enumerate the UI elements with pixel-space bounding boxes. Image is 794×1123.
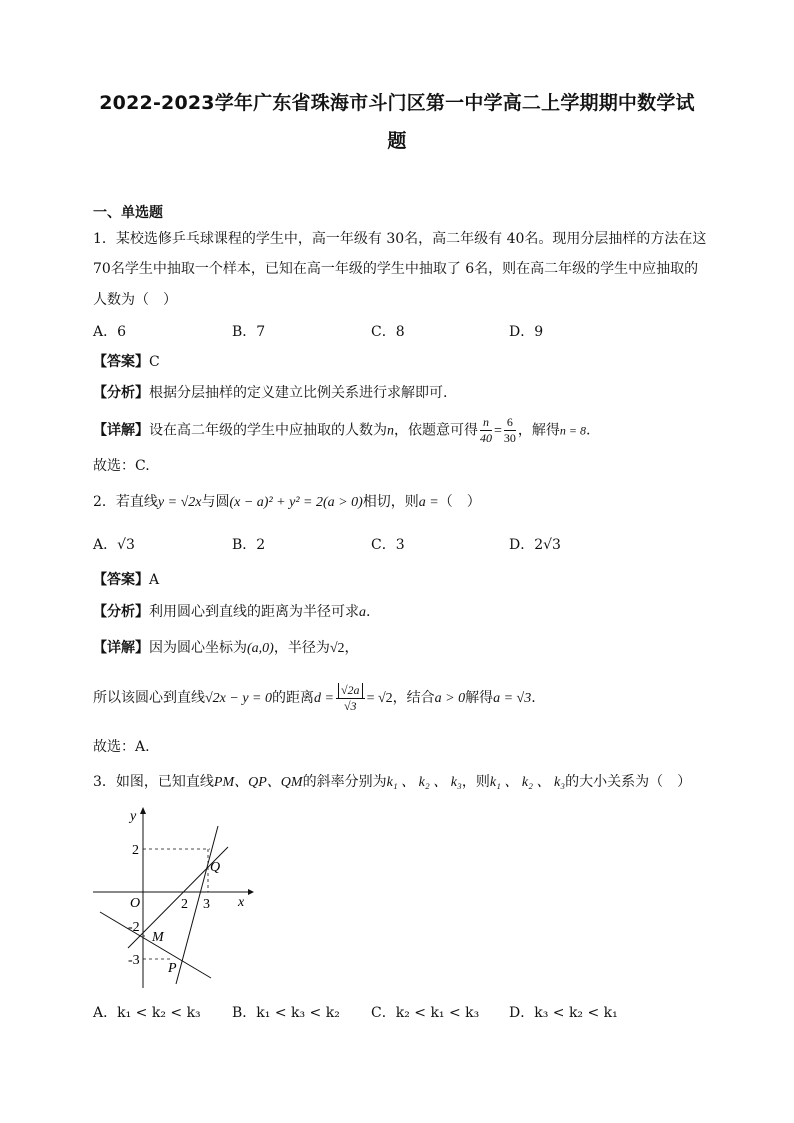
q1-option-c: C．8 xyxy=(371,324,405,340)
fraction-6-30 xyxy=(504,415,516,446)
q1-answer xyxy=(93,352,706,372)
q2-option-b: B．2 xyxy=(232,537,266,553)
q3-stem-b: 的斜率分别为 xyxy=(302,774,387,790)
detail-text-c: ， xyxy=(344,640,359,656)
analysis-text: 利用圆心到直线的距离为半径可求 xyxy=(149,604,359,620)
analysis-tag: 【分析】 xyxy=(93,385,149,401)
answer-value: C xyxy=(149,354,160,370)
abs-value: √2a xyxy=(338,683,363,698)
analysis-tag: 【分析】 xyxy=(93,604,149,620)
section-heading: 一、单选题 xyxy=(93,205,163,221)
q3-option-c: C．k₂ < k₁ < k₃ xyxy=(371,1005,480,1021)
line-equation: √2x − y = 0 xyxy=(205,691,273,706)
y-tick-neg3: -3 xyxy=(128,953,140,968)
distance-text-a: 所以该圆心到直线 xyxy=(93,690,205,706)
q1-stem-line-3: 人数为（ ） xyxy=(93,292,177,308)
q2-stem-d: （ ） xyxy=(438,494,481,510)
q3-slopes: k₁ 、 k₂ 、 k₃ xyxy=(386,775,462,790)
distance-text-c: ，结合 xyxy=(392,690,435,706)
fraction-denominator: 40 xyxy=(480,431,492,445)
q3-stem-a: 3．如图，已知直线 xyxy=(93,774,214,790)
y-axis-label: y xyxy=(130,809,137,824)
y-tick-2: 2 xyxy=(132,843,139,858)
fraction-n-40 xyxy=(480,415,492,446)
fraction-denominator: √3 xyxy=(343,698,357,713)
fraction-numerator: n xyxy=(480,415,492,431)
detail-end: . xyxy=(586,422,591,439)
q1-stem-line-1: 1．某校选修乒乓球课程的学生中，高一年级有 30名，高二年级有 40名。现用分层抽样的方法在这 xyxy=(93,231,707,247)
x-tick-2: 2 xyxy=(181,897,188,912)
q3-stem xyxy=(93,772,706,793)
detail-text-a: 因为圆心坐标为 xyxy=(149,640,247,656)
distance-result: = √2 xyxy=(366,691,393,706)
q1-analysis xyxy=(93,383,706,403)
x-tick-3: 3 xyxy=(203,897,210,912)
detail-text-b: ，依题意可得 xyxy=(394,422,478,439)
detail-tag: 【详解】 xyxy=(93,422,149,439)
q2-line-equation: y = √2x xyxy=(157,495,202,510)
fraction-numerator xyxy=(336,683,365,699)
q2-stem xyxy=(93,492,706,513)
var-a: a xyxy=(359,605,366,620)
q2-option-a: A．√3 xyxy=(93,537,135,553)
x-axis-arrow xyxy=(248,889,254,895)
distance-text-b: 的距离 xyxy=(272,690,315,706)
point-p-label: P xyxy=(168,961,177,976)
detail-text-c: ，解得 xyxy=(517,422,560,439)
distance-text-d: 解得 xyxy=(465,690,494,706)
distance-end: . xyxy=(531,690,536,706)
detail-text-b: ，半径为 xyxy=(273,640,330,656)
q2-distance-line xyxy=(93,678,706,719)
answer-tag: 【答案】 xyxy=(93,572,149,588)
q3-lines: PM、QP、QM xyxy=(213,775,303,790)
final-result: a = √3 xyxy=(493,691,532,706)
q1-choice: 故选：C. xyxy=(93,458,150,474)
x-axis-label: x xyxy=(238,895,245,910)
detail-text-a: 设在高二年级的学生中应抽取的人数为 xyxy=(149,422,387,439)
q2-stem-b: 与圆 xyxy=(201,494,230,510)
q1-option-b: B．7 xyxy=(232,324,266,340)
q1-option-d: D．9 xyxy=(509,324,544,340)
var-n: n xyxy=(387,423,394,439)
q2-answer xyxy=(93,570,706,590)
q3-stem-d: 的大小关系为（ ） xyxy=(565,774,692,790)
q3-option-b: B．k₁ < k₃ < k₂ xyxy=(232,1005,340,1021)
answer-value: A xyxy=(149,572,160,588)
line-pm xyxy=(100,912,211,978)
q2-option-c: C．3 xyxy=(371,537,405,553)
distance-fraction xyxy=(336,683,365,714)
q3-option-a: A．k₁ < k₂ < k₃ xyxy=(93,1005,201,1021)
q2-circle-equation: (x − a)² + y² = 2(a > 0) xyxy=(229,495,363,510)
d-equals: d = xyxy=(314,691,334,706)
q2-detail xyxy=(93,638,706,659)
q3-slopes-2: k₁ 、 k₂ 、 k₃ xyxy=(489,775,566,790)
fraction-denominator: 30 xyxy=(503,431,516,445)
q2-analysis xyxy=(93,602,706,623)
fraction-numerator: 6 xyxy=(504,415,516,431)
equals-sign: = xyxy=(494,423,502,439)
y-axis-arrow xyxy=(140,807,146,814)
detail-tag: 【详解】 xyxy=(93,640,149,656)
circle-radius: √2 xyxy=(329,641,345,656)
point-q-label: Q xyxy=(210,860,221,875)
page-title xyxy=(60,84,734,160)
answer-tag: 【答案】 xyxy=(93,354,149,370)
q3-coordinate-graph xyxy=(88,800,268,990)
q2-option-d: D．2√3 xyxy=(509,537,561,553)
q3-option-d: D．k₃ < k₂ < k₁ xyxy=(509,1005,618,1021)
q1-option-a: A．6 xyxy=(93,324,127,340)
analysis-text: 根据分层抽样的定义建立比例关系进行求解即可. xyxy=(149,385,448,401)
q2-choice: 故选：A. xyxy=(93,739,150,755)
origin-label: O xyxy=(130,896,141,911)
q2-stem-a: 2．若直线 xyxy=(93,494,158,510)
point-m-label: M xyxy=(152,930,164,945)
q1-stem-line-2: 70名学生中抽取一个样本，已知在高一年级的学生中抽取了 6名，则在高二年级的学生中应抽取的 xyxy=(93,261,699,277)
analysis-end: . xyxy=(366,604,371,620)
detail-result: n = 8 xyxy=(559,423,587,438)
circle-center: (a,0) xyxy=(247,641,274,656)
q2-stem-c: 相切，则 xyxy=(362,494,419,510)
title-line-2: 题 xyxy=(387,130,407,152)
y-tick-neg2: -2 xyxy=(128,920,140,935)
q1-detail xyxy=(93,415,706,447)
title-line-1: 2022-2023学年广东省珠海市斗门区第一中学高二上学期期中数学试 xyxy=(99,92,695,114)
condition: a > 0 xyxy=(434,691,466,706)
q3-stem-c: ，则 xyxy=(461,774,490,790)
q2-a-equals: a = xyxy=(418,495,439,510)
